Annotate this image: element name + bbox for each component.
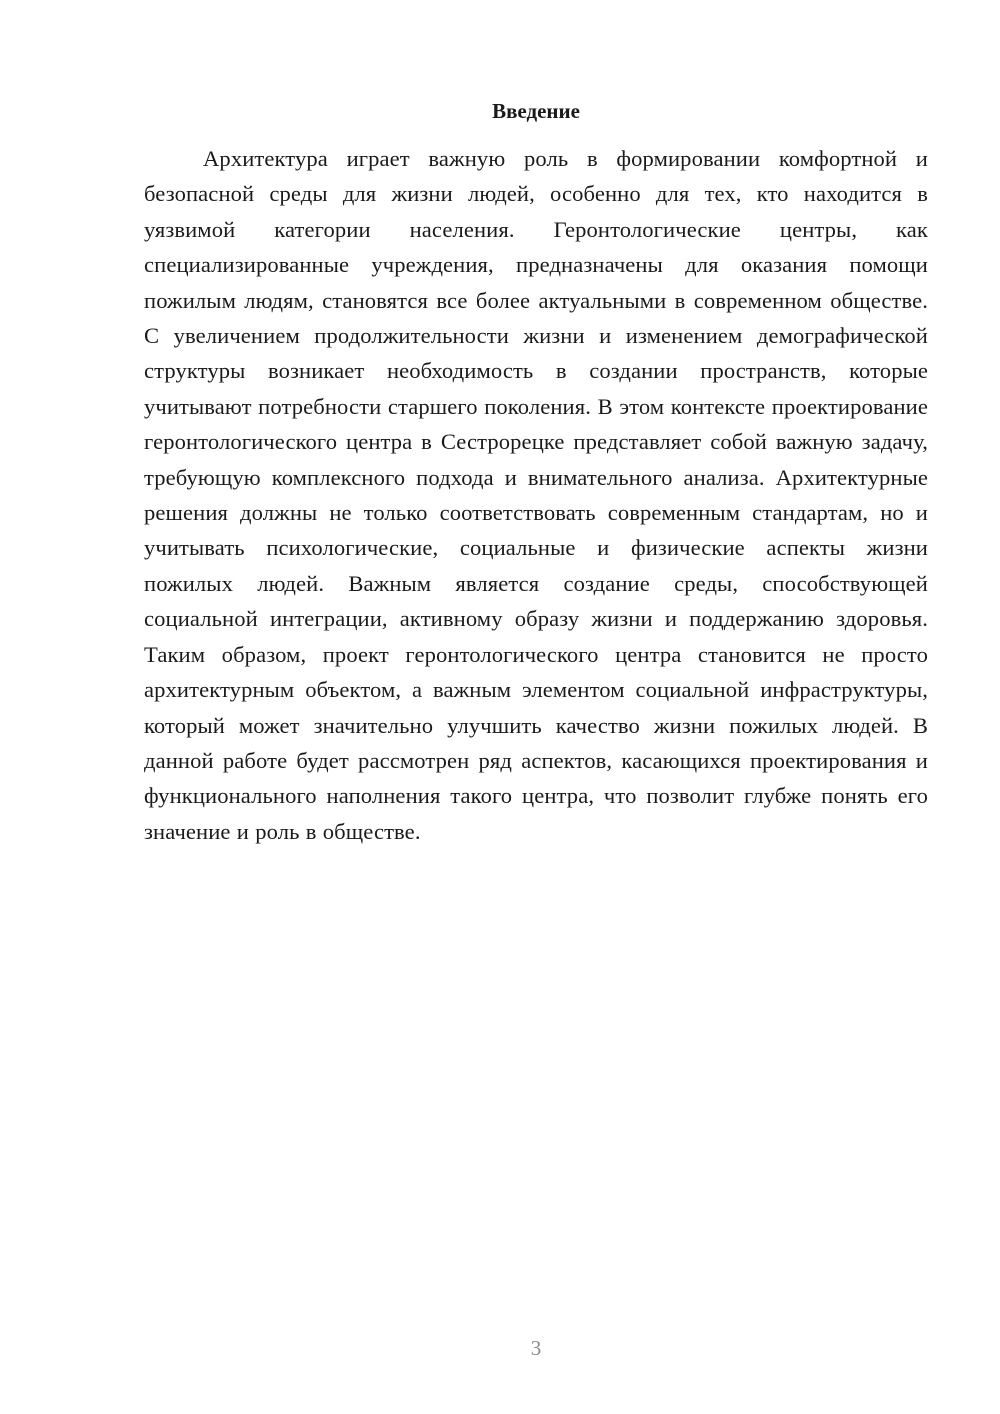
section-heading: Введение bbox=[492, 99, 580, 123]
body-paragraph: Архитектура играет важную роль в формировании комфортной и безопасной среды для жизни людей, особенно для тех, кто находится в уязвимой категории населения. Геронтологические центры, как специализированные учреждения, предназначены для оказания помощи пожилым людям, становятся все более актуальными в современном обществе. С увеличением продолжительности жизни и изменением демографической структуры возникает необходимость в создании пространств, которые учитывают потребности старшего поколения. В этом контексте проектирование геронтологического центра в Сестрорецке представляет собой важную задачу, требующую комплексного подхода и внимательного анализа. Архитектурные решения должны не только соответствовать современным стандартам, но и учитывать психологические, социальные и физические аспекты жизни пожилых людей. Важным является создание среды, способствующей социальной интеграции, активному образу жизни и поддержанию здоровья. Таким образом, проект геронтологического центра становится не просто архитектурным объектом, а важным элементом социальной инфраструктуры, который может значительно улучшить качество жизни пожилых людей. В данной работе будет рассмотрен ряд аспектов, касающихся проектирования и функционального наполнения такого центра, что позволит глубже понять его значение и роль в обществе. bbox=[144, 146, 928, 844]
page-number: 3 bbox=[530, 1336, 542, 1360]
